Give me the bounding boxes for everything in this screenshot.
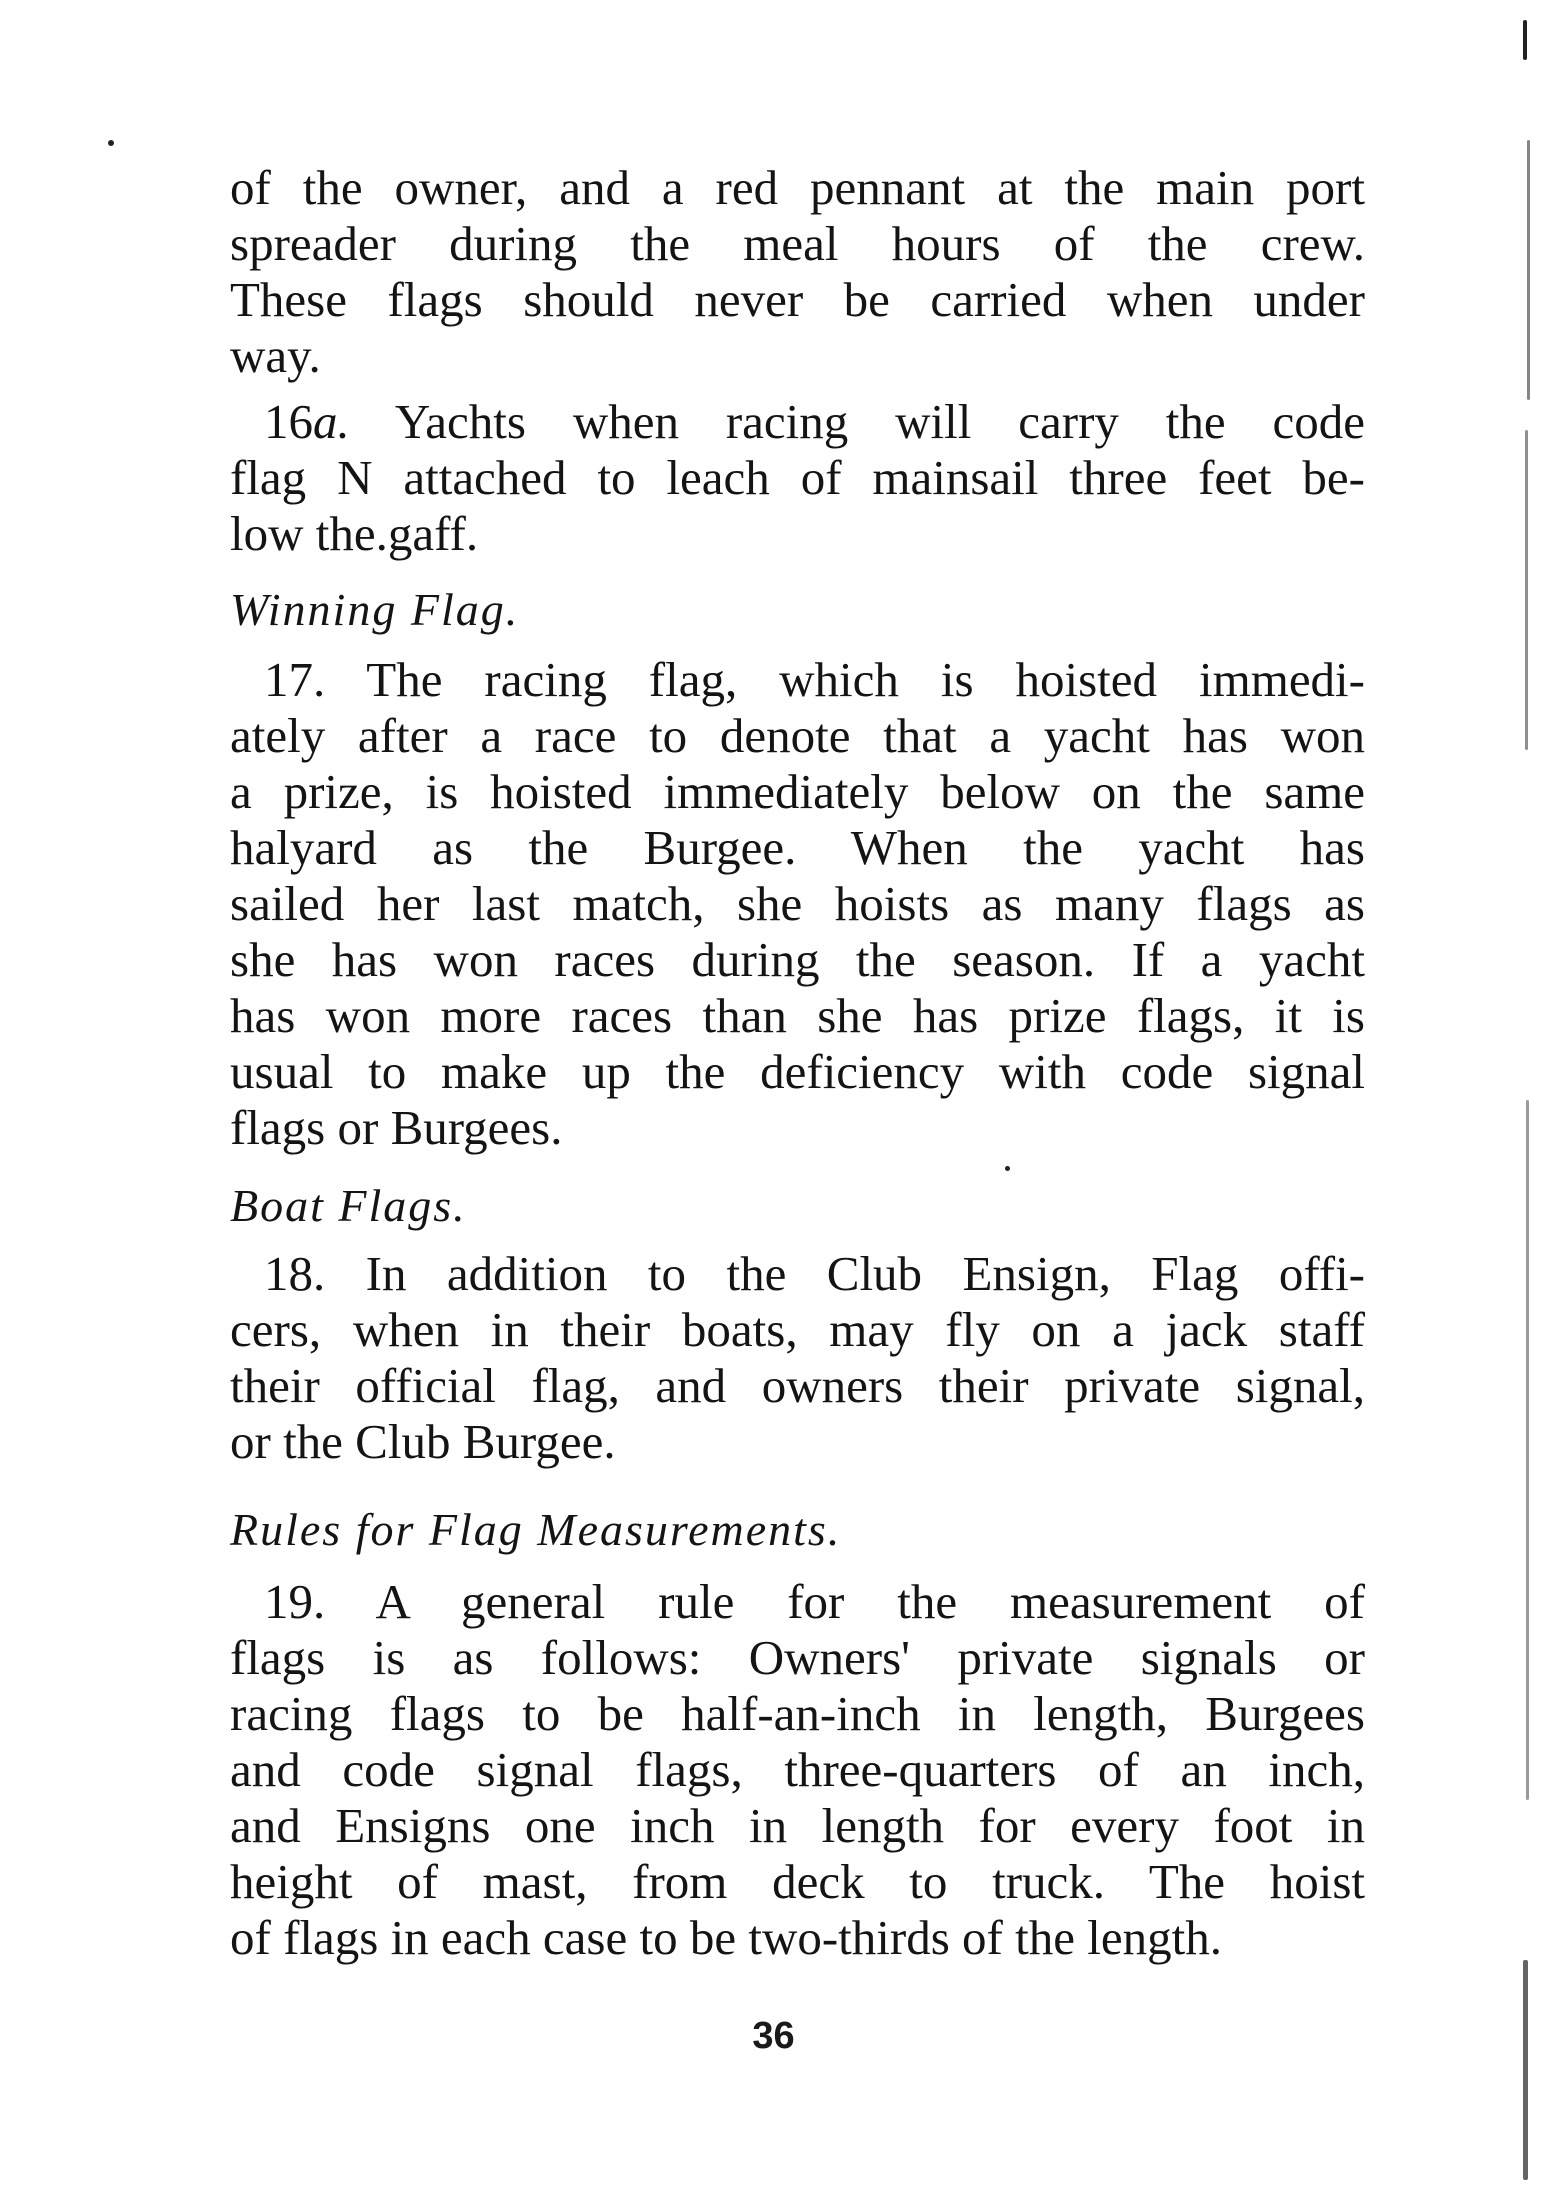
paragraph-16a-first-line bbox=[230, 394, 1365, 450]
body-line: of the owner, and a red pennant at the main port bbox=[230, 160, 1365, 215]
body-line: These flags should never be carried when under bbox=[230, 272, 1365, 327]
body-line: their official flag, and owners their private signal, bbox=[230, 1358, 1365, 1413]
body-line: low the.gaff. bbox=[230, 506, 479, 561]
page-number: 36 bbox=[752, 2015, 795, 2057]
body-line: and Ensigns one inch in length for every foot in bbox=[230, 1798, 1365, 1853]
paragraph-number-suffix: a. bbox=[313, 394, 350, 449]
body-line: height of mast, from deck to truck. The hoist bbox=[230, 1854, 1365, 1909]
body-line: usual to make up the deficiency with code signal bbox=[230, 1044, 1365, 1099]
paragraph-text: Yachts when racing will carry the code bbox=[394, 394, 1365, 449]
section-heading-boat-flags: Boat Flags. bbox=[230, 1180, 467, 1231]
body-line: a prize, is hoisted immediately below on the same bbox=[230, 764, 1365, 819]
body-line: has won more races than she has prize flags, it is bbox=[230, 988, 1365, 1043]
scan-edge-artifact bbox=[1517, 0, 1539, 2196]
paragraph-17-first-line: 17. The racing flag, which is hoisted immedi- bbox=[264, 652, 1365, 707]
body-line: flags is as follows: Owners' private signals or bbox=[230, 1630, 1365, 1685]
body-line: of flags in each case to be two-thirds of the length. bbox=[230, 1910, 1222, 1965]
body-line: halyard as the Burgee. When the yacht has bbox=[230, 820, 1365, 875]
paragraph-number: 16 bbox=[264, 394, 313, 449]
body-line: spreader during the meal hours of the crew. bbox=[230, 216, 1365, 271]
scan-dot bbox=[108, 140, 114, 146]
body-line: flags or Burgees. bbox=[230, 1100, 563, 1155]
section-heading-winning-flag: Winning Flag. bbox=[230, 584, 520, 635]
body-line: way. bbox=[230, 328, 321, 383]
body-line: she has won races during the season. If a yacht bbox=[230, 932, 1365, 987]
body-line: ately after a race to denote that a yacht has won bbox=[230, 708, 1365, 763]
body-line: or the Club Burgee. bbox=[230, 1414, 616, 1469]
scan-dot bbox=[1005, 1166, 1010, 1171]
body-line: cers, when in their boats, may fly on a jack staff bbox=[230, 1302, 1365, 1357]
paragraph-18-first-line: 18. In addition to the Club Ensign, Flag offi- bbox=[264, 1246, 1365, 1301]
body-line: racing flags to be half-an-inch in length, Burgees bbox=[230, 1686, 1365, 1741]
paragraph-19-first-line: 19. A general rule for the measurement of bbox=[264, 1574, 1365, 1629]
body-line: and code signal flags, three-quarters of an inch, bbox=[230, 1742, 1365, 1797]
section-heading-flag-measurements: Rules for Flag Measurements. bbox=[230, 1504, 842, 1555]
body-line: flag N attached to leach of mainsail three feet be- bbox=[230, 450, 1365, 505]
body-line: sailed her last match, she hoists as many flags as bbox=[230, 876, 1365, 931]
